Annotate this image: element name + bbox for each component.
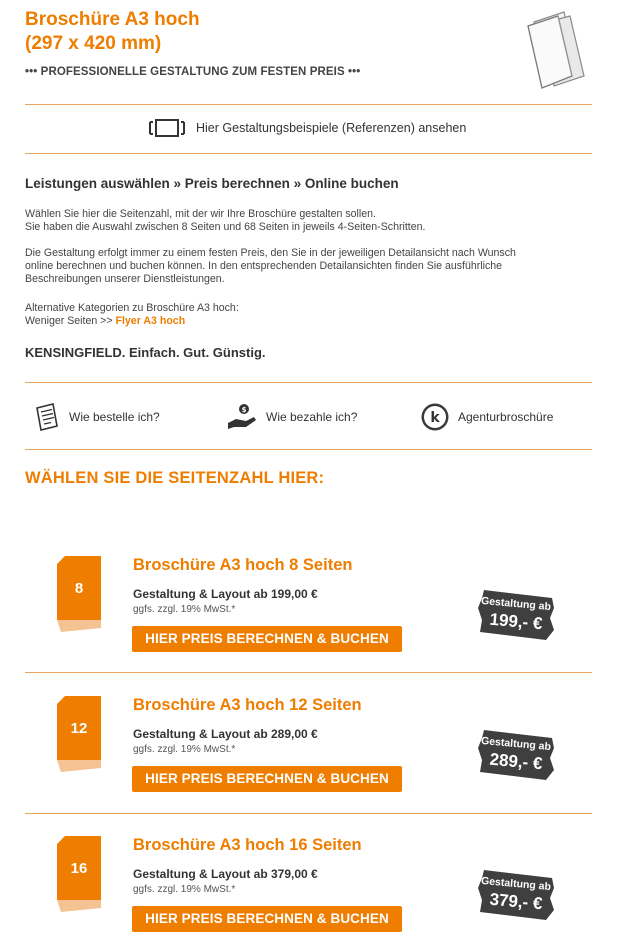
price-tag-amount: 199,- € bbox=[488, 609, 544, 634]
intro-paragraph-1 bbox=[25, 208, 585, 234]
references-link[interactable] bbox=[148, 117, 466, 139]
page-count-heading: WÄHLEN SIE DIE SEITENZAHL HIER: bbox=[25, 469, 325, 487]
price-tag bbox=[474, 584, 558, 644]
product-vat-note: ggfs. zzgl. 19% MwSt.* bbox=[133, 604, 236, 615]
product-vat-note: ggfs. zzgl. 19% MwSt.* bbox=[133, 884, 236, 895]
price-tag-label: Gestaltung ab bbox=[480, 594, 552, 614]
divider bbox=[25, 813, 592, 814]
alternative-categories bbox=[25, 302, 585, 328]
product-vat-note: ggfs. zzgl. 19% MwSt.* bbox=[133, 744, 236, 755]
product-price: Gestaltung & Layout ab 199,00 € bbox=[133, 587, 318, 601]
divider bbox=[25, 449, 592, 450]
page-count: 8 bbox=[74, 580, 84, 597]
page-count: 16 bbox=[70, 860, 88, 877]
page-count-badge bbox=[57, 696, 101, 772]
product-title: Broschüre A3 hoch 8 Seiten bbox=[133, 556, 353, 574]
price-tag bbox=[474, 864, 558, 924]
divider bbox=[25, 104, 592, 105]
product-price: Gestaltung & Layout ab 379,00 € bbox=[133, 867, 318, 881]
svg-text:$: $ bbox=[241, 406, 247, 414]
divider bbox=[25, 672, 592, 673]
page-count-badge bbox=[57, 836, 101, 912]
title-line-2: (297 x 420 mm) bbox=[25, 33, 162, 54]
payment-hand-icon bbox=[226, 401, 258, 433]
page-subtitle: ••• PROFESSIONELLE GESTALTUNG ZUM FESTEN PREIS ••• bbox=[25, 66, 361, 78]
svg-text:k: k bbox=[430, 410, 440, 426]
how-to-pay-label: Wie bezahle ich? bbox=[266, 410, 358, 424]
text-line: online berechnen und buchen können. In den entsprechenden Detailansichten finden Sie ausführliche bbox=[25, 260, 503, 273]
product-12-pages bbox=[0, 696, 621, 826]
product-price: Gestaltung & Layout ab 289,00 € bbox=[133, 727, 318, 741]
product-title: Broschüre A3 hoch 12 Seiten bbox=[133, 696, 362, 714]
calculate-book-button[interactable]: HIER PREIS BERECHNEN & BUCHEN bbox=[132, 626, 402, 652]
slogan: KENSINGFIELD. Einfach. Gut. Günstig. bbox=[25, 345, 266, 360]
text-line: Die Gestaltung erfolgt immer zu einem festen Preis, den Sie in der jeweiligen Detailansicht nach Wunsch bbox=[25, 247, 516, 259]
product-title: Broschüre A3 hoch 16 Seiten bbox=[133, 836, 362, 854]
agency-brochure-link[interactable] bbox=[420, 400, 553, 434]
text-line: Wählen Sie hier die Seitenzahl, mit der wir Ihre Broschüre gestalten sollen. bbox=[25, 208, 376, 220]
price-tag-amount: 289,- € bbox=[488, 749, 544, 774]
product-8-pages bbox=[0, 556, 621, 686]
section-heading: Leistungen auswählen » Preis berechnen » Online buchen bbox=[25, 176, 399, 191]
price-tag-label: Gestaltung ab bbox=[480, 734, 552, 754]
flyer-link[interactable]: Flyer A3 hoch bbox=[115, 315, 186, 328]
agency-brochure-label: Agenturbroschüre bbox=[458, 410, 554, 424]
references-label: Hier Gestaltungsbeispiele (Referenzen) ansehen bbox=[196, 121, 467, 135]
alt-prefix: Weniger Seiten >> bbox=[25, 315, 116, 328]
intro-paragraph-2 bbox=[25, 247, 585, 287]
price-tag-label: Gestaltung ab bbox=[480, 874, 552, 894]
how-to-pay-link[interactable] bbox=[226, 400, 357, 434]
how-to-order-label: Wie bestelle ich? bbox=[69, 410, 160, 424]
page-title bbox=[25, 8, 200, 56]
title-line-1: Broschüre A3 hoch bbox=[25, 9, 200, 30]
order-document-icon bbox=[31, 402, 61, 432]
kensingfield-logo-icon bbox=[420, 402, 450, 432]
gallery-frame-icon bbox=[148, 118, 186, 138]
text-line: Alternative Kategorien zu Broschüre A3 hoch: bbox=[25, 302, 239, 314]
text-line: Sie haben die Auswahl zwischen 8 Seiten und 68 Seiten in jeweils 4-Seiten-Schritten. bbox=[25, 221, 426, 234]
divider bbox=[25, 382, 592, 383]
divider bbox=[25, 153, 592, 154]
text-line bbox=[25, 315, 585, 328]
page-count: 12 bbox=[70, 720, 88, 737]
price-tag bbox=[474, 724, 558, 784]
how-to-order-link[interactable] bbox=[31, 400, 160, 434]
page-count-badge bbox=[57, 556, 101, 632]
calculate-book-button[interactable]: HIER PREIS BERECHNEN & BUCHEN bbox=[132, 766, 402, 792]
calculate-book-button[interactable]: HIER PREIS BERECHNEN & BUCHEN bbox=[132, 906, 402, 932]
price-tag-amount: 379,- € bbox=[488, 889, 544, 914]
text-line: Beschreibungen unserer Dienstleistungen. bbox=[25, 273, 225, 286]
brochure-icon bbox=[520, 10, 592, 90]
product-16-pages bbox=[0, 836, 621, 951]
